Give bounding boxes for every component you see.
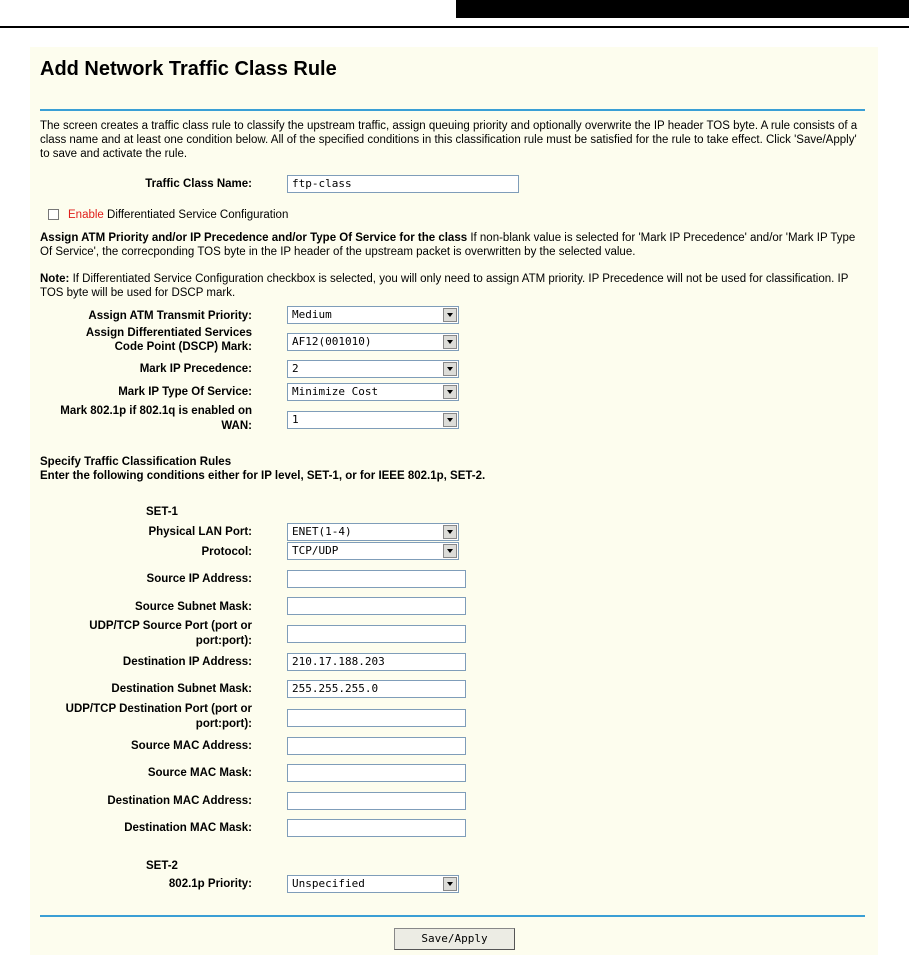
note-label: Note:: [40, 273, 70, 285]
atm-priority-value: Medium: [292, 308, 332, 321]
protocol-label: Protocol:: [201, 546, 252, 558]
chevron-down-icon: [443, 385, 457, 399]
dst-mac-mask-label: Destination MAC Mask:: [124, 822, 252, 834]
dscp-value: AF12(001010): [292, 335, 372, 348]
src-ip-input[interactable]: [287, 570, 466, 588]
enable-dsc-label: [68, 208, 468, 222]
chevron-down-icon: [443, 362, 457, 376]
dscp-select[interactable]: [287, 333, 459, 351]
dot1p-priority-label: 802.1p Priority:: [168, 878, 252, 890]
src-port-label-line1: UDP/TCP Source Port (port or: [89, 620, 252, 632]
atm-priority-select[interactable]: [287, 306, 459, 324]
ip-tos-select[interactable]: [287, 383, 459, 401]
header-bar: [456, 0, 909, 18]
enable-dsc-text: Differentiated Service Configuration: [103, 209, 289, 221]
dst-mac-label: Destination MAC Address:: [107, 795, 252, 807]
dst-port-label-line1: UDP/TCP Destination Port (port or: [65, 703, 252, 715]
src-mask-input[interactable]: [287, 597, 466, 615]
dst-port-input[interactable]: [287, 709, 466, 727]
divider-bottom: [40, 915, 865, 917]
ip-precedence-label: Mark IP Precedence:: [139, 363, 252, 375]
dot1p-mark-label-line1: Mark 802.1p if 802.1q is enabled on: [60, 405, 252, 417]
dst-port-label-line2: port:port):: [195, 718, 252, 730]
dst-mask-input[interactable]: 255.255.255.0: [287, 680, 466, 698]
note-text: [40, 272, 866, 300]
protocol-select[interactable]: [287, 542, 459, 560]
intro-text: The screen creates a traffic class rule to classify the upstream traffic, assign queuing priority and optionally overwrite the IP header TOS byte. A rule consists of a class name and at least one condition below. All of the specified conditions in this classification rule must be satisfied for the rule to take effect. Click 'Save/Apply' to save and activate the rule.: [40, 120, 858, 160]
src-mac-input[interactable]: [287, 737, 466, 755]
chevron-down-icon: [443, 308, 457, 322]
classification-heading: Specify Traffic Classification Rules: [40, 456, 232, 468]
dst-ip-label: Destination IP Address:: [122, 656, 252, 668]
header-rule: [0, 26, 909, 28]
lan-port-select[interactable]: [287, 523, 459, 541]
divider-top: [40, 109, 865, 111]
chevron-down-icon: [443, 413, 457, 427]
src-mac-mask-label: Source MAC Mask:: [147, 767, 252, 779]
dot1p-mark-value: 1: [292, 413, 299, 426]
chevron-down-icon: [443, 544, 457, 558]
assign-info-text: If non-blank value is selected for 'Mark IP Precedence' and/or 'Mark IP Type Of Service', the correcponding TOS byte in the IP header of the upstream packet is overwritten by the selected value.: [40, 232, 856, 258]
enable-word: Enable: [68, 209, 104, 221]
chevron-down-icon: [443, 877, 457, 891]
set1-title: SET-1: [146, 506, 178, 518]
chevron-down-icon: [443, 335, 457, 349]
src-ip-label: Source IP Address:: [146, 573, 252, 585]
page-title: Add Network Traffic Class Rule: [40, 58, 337, 80]
ip-precedence-value: 2: [292, 362, 299, 375]
dst-ip-input[interactable]: 210.17.188.203: [287, 653, 466, 671]
src-mac-label: Source MAC Address:: [131, 740, 252, 752]
save-apply-button[interactable]: Save/Apply: [394, 928, 515, 950]
ip-tos-value: Minimize Cost: [292, 385, 379, 398]
src-port-input[interactable]: [287, 625, 466, 643]
chevron-down-icon: [443, 525, 457, 539]
ip-precedence-select[interactable]: [287, 360, 459, 378]
dst-mask-label: Destination Subnet Mask:: [111, 683, 252, 695]
ip-tos-label: Mark IP Type Of Service:: [118, 386, 252, 398]
enable-dsc-checkbox[interactable]: [48, 209, 59, 220]
dot1p-mark-label-line2: WAN:: [221, 420, 252, 432]
dot1p-priority-value: Unspecified: [292, 877, 365, 890]
atm-priority-label: Assign ATM Transmit Priority:: [88, 310, 252, 322]
src-mac-mask-input[interactable]: [287, 764, 466, 782]
lan-port-value: ENET(1-4): [292, 525, 352, 538]
assign-info-heading: Assign ATM Priority and/or IP Precedence and/or Type Of Service for the class: [40, 232, 468, 244]
dst-mac-mask-input[interactable]: [287, 819, 466, 837]
dscp-label-line2: Code Point (DSCP) Mark:: [114, 341, 252, 353]
set2-title: SET-2: [146, 860, 178, 872]
note-body: If Differentiated Service Configuration checkbox is selected, you will only need to assign ATM priority. IP Precedence will not be used for classification. IP TOS byte will be used for DSCP mark.: [40, 273, 849, 299]
assign-info: [40, 231, 866, 259]
lan-port-label: Physical LAN Port:: [148, 526, 252, 538]
dot1p-priority-select[interactable]: [287, 875, 459, 893]
dst-mac-input[interactable]: [287, 792, 466, 810]
src-port-label-line2: port:port):: [195, 635, 252, 647]
protocol-value: TCP/UDP: [292, 544, 339, 557]
dscp-label-line1: Assign Differentiated Services: [85, 327, 252, 339]
dot1p-mark-select[interactable]: [287, 411, 459, 429]
class-name-label: Traffic Class Name:: [145, 178, 252, 190]
class-name-input[interactable]: ftp-class: [287, 175, 519, 193]
src-mask-label: Source Subnet Mask:: [135, 601, 252, 613]
classification-subheading: Enter the following conditions either for IP level, SET-1, or for IEEE 802.1p, SET-2.: [40, 470, 486, 482]
